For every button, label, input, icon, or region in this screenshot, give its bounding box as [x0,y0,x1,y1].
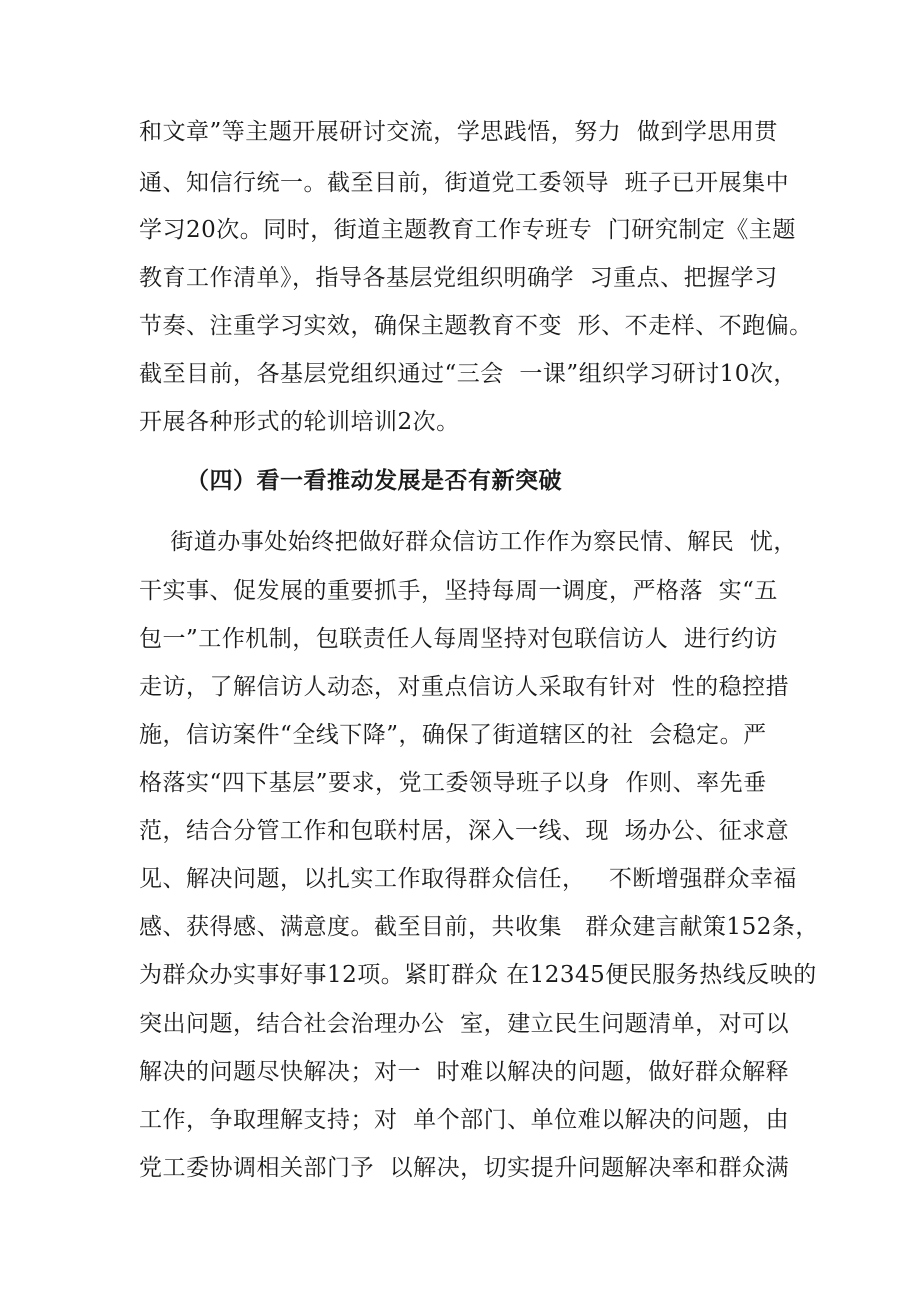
paragraph-line: 解决的问题尽快解决；对一 时难以解决的问题，做好群众解释 [139,1059,790,1085]
paragraph-line: 格落实“四下基层”要求，党工委领导班子以身 作则、率先垂 [139,770,767,796]
paragraph-line: 范，结合分管工作和包联村居，深入一线、现 场办公、征求意 [139,818,790,844]
paragraph-line: 见、解决问题，以扎实工作取得群众信任， 不断增强群众幸福 [139,866,797,892]
paragraph-line: 教育工作清单》，指导各基层党组织明确学 习重点、把握学习 [139,265,778,291]
paragraph-line: 感、获得感、满意度。截至目前，共收集 群众建言献策152条， [139,914,819,940]
paragraph-line: 施，信访案件“全线下降”，确保了街道辖区的社 会稳定。严 [139,722,767,748]
paragraph-line: 通、知信行统一。截至目前，街道党工委领导 班子已开展集中 [139,170,790,196]
paragraph-line: 和文章”等主题开展研讨交流，学思践悟，努力 做到学思用贯 [139,119,778,145]
paragraph-line: 党工委协调相关部门予 以解决，切实提升问题解决率和群众满 [139,1155,790,1181]
paragraph-line: 街道办事处始终把做好群众信访工作作为察民情、解民 忧， [139,529,797,555]
paragraph-line: 开展各种形式的轮训培训2次。 [139,409,460,435]
paragraph-line: 干实事、促发展的重要抓手，坚持每周一调度，严格落 实“五 [139,578,778,604]
section-heading: （四）看一看推动发展是否有新突破 [186,467,562,494]
paragraph-line: 截至目前，各基层党组织通过“三会 一课”组织学习研讨10次， [139,361,797,387]
paragraph-line: 为群众办实事好事12项。紧盯群众 在12345便民服务热线反映的 [139,962,817,988]
paragraph-line: 节奏、注重学习实效，确保主题教育不变 形、不走样、不跑偏。 [139,313,813,339]
paragraph-line: 走访，了解信访人动态，对重点信访人采取有针对 性的稳控措 [139,674,790,700]
paragraph-line: 突出问题，结合社会治理办公 室，建立民生问题清单，对可以 [139,1011,790,1037]
paragraph-line: 学习20次。同时，街道主题教育工作专班专 门研究制定《主题 [139,217,796,243]
paragraph-line: 工作，争取理解支持；对 单个部门、单位难以解决的问题，由 [139,1107,790,1133]
paragraph-line: 包一”工作机制，包联责任人每周坚持对包联信访人 进行约访 [139,626,778,652]
